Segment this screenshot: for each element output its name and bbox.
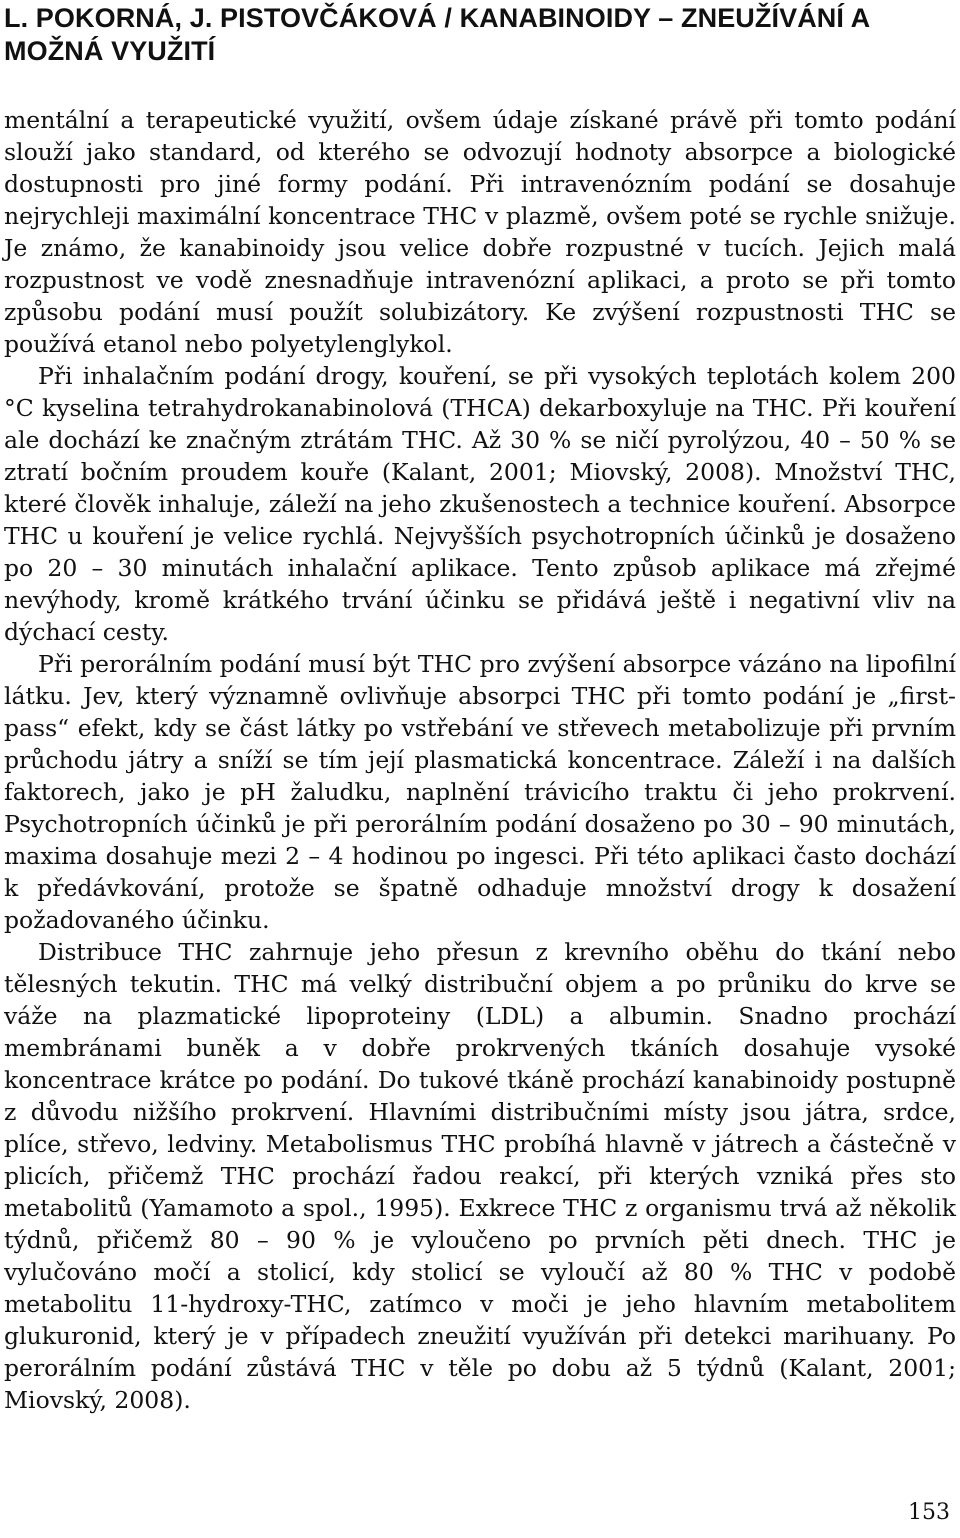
paragraph-inhalation: Při inhalačním podání drogy, kouření, se při vysokých teplotách kolem 200 °C kyselina tetrahydrokanabinolová (THCA) dekarboxyluje na THC. Při kouření ale dochází ke značným ztrátám THC. Až 30 % se ničí pyrolýzou, 40 – 50 % se ztratí bočním proudem kouře (Kalant, 2001; Miovský, 2008). Množství THC, které člověk inhaluje, záleží na jeho zkušenostech a technice kouření. Absorpce THC u kouření je velice rychlá. Nejvyšších psychotropních účinků je dosaženo po 20 – 30 minutách inhalační aplikace. Tento způsob aplikace má zřejmé nevýhody, kromě krátkého trvání účinku se přidává ještě i negativní vliv na dýchací cesty. (4, 362, 956, 646)
page-number: 153 (908, 1500, 950, 1525)
paragraph-distribution: Distribuce THC zahrnuje jeho přesun z krevního oběhu do tkání nebo tělesných tekutin. THC má velký distribuční objem a po průniku do krve se váže na plazmatické lipoproteiny (LDL) a albumin. Snadno prochází membránami buněk a v dobře prokrvených tkáních dosahuje vysoké koncentrace krátce po podání. Do tukové tkáně prochází kanabinoidy postupně z důvodu nižšího prokrvení. Hlavními distribučními místy jsou játra, srdce, plíce, střevo, ledviny. Metabolismus THC probíhá hlavně v játrech a částečně v plicích, přičemž THC prochází řadou reakcí, při kterých vzniká přes sto metabolitů (Yamamoto a spol., 1995). Exkrece THC z organismu trvá až několik týdnů, přičemž 80 – 90 % je vyloučeno po prvních pěti dnech. THC je vylučováno močí a stolicí, kdy stolicí se vyloučí až 80 % THC v podobě metabolitu 11-hydroxy-THC, zatímco v moči je jeho hlavním metabolitem glukuronid, který je v případech zneužití využíván při detekci marihuany. Po perorálním podání zůstává THC v těle po dobu až 5 týdnů (Kalant, 2001; Miovský, 2008). (4, 938, 956, 1414)
article-body (4, 104, 956, 1416)
paragraph-continued: mentální a terapeutické využití, ovšem údaje získané právě při tomto podání slouží jako standard, od kterého se odvozují hodnoty absorpce a biologické dostupnosti pro jiné formy podání. Při intravenózním podání se dosahuje nejrychleji maximální koncentrace THC v plazmě, ovšem poté se rychle snižuje. Je známo, že kanabinoidy jsou velice dobře rozpustné v tucích. Jejich malá rozpustnost ve vodě znesnadňuje intravenózní aplikaci, a proto se při tomto způsobu podání musí použít solubizátory. Ke zvýšení rozpustnosti THC se používá etanol nebo polyetylenglykol. (4, 106, 956, 358)
paragraph-oral: Při perorálním podání musí být THC pro zvýšení absorpce vázáno na lipofilní látku. Jev, který významně ovlivňuje absorpci THC při tomto podání je „first- pass“ efekt, kdy se část látky po vstřebání ve střevech metabolizuje při prvním průchodu játry a sníží se tím její plasmatická koncentrace. Záleží i na dalších faktorech, jako je pH žaludku, naplnění trávicího traktu či jeho prokrvení. Psychotropních účinků je při perorálním podání dosaženo po 30 – 90 minutách, maxima dosahuje mezi 2 – 4 hodinou po ingesci. Při této aplikaci často dochází k předávkování, protože se špatně odhaduje množství drogy k dosažení požadovaného účinku. (4, 650, 956, 934)
running-header: L. POKORNÁ, J. PISTOVČÁKOVÁ / KANABINOIDY – ZNEUŽÍVÁNÍ A MOŽNÁ VYUŽITÍ (4, 3, 870, 66)
